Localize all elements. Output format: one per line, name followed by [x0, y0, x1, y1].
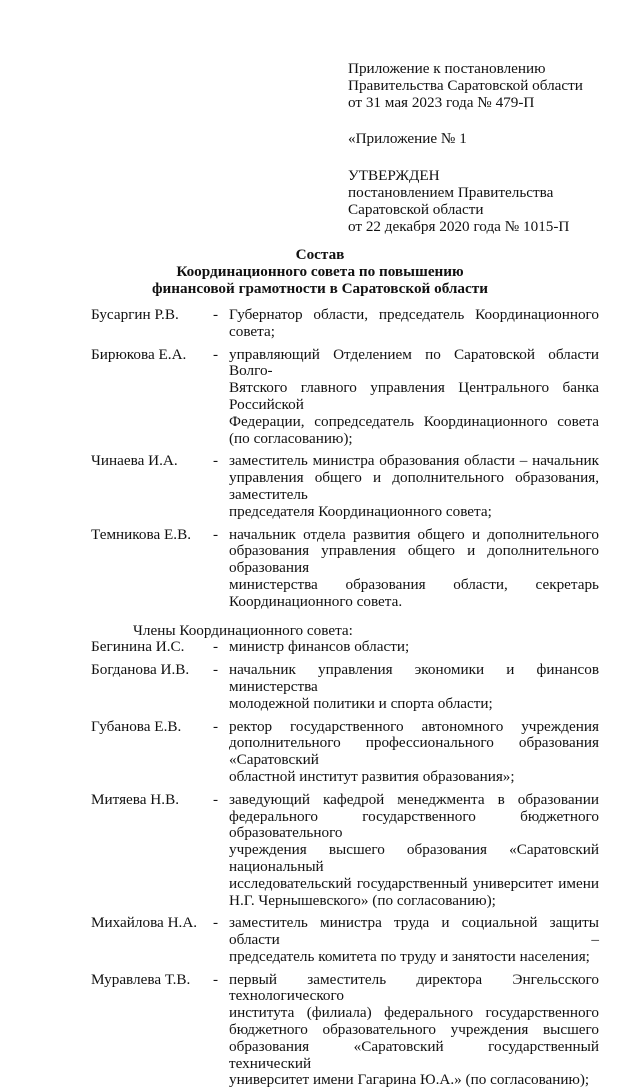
member-position	[229, 972, 599, 1089]
appendix-number: «Приложение № 1	[348, 130, 467, 148]
position-line: председатель комитета по труду и занятости населения;	[229, 947, 590, 965]
approved-line: от 22 декабря 2020 года № 1015-П	[348, 217, 570, 235]
appendix-line: от 31 мая 2023 года № 479-П	[348, 93, 535, 111]
position-line: (по согласованию);	[229, 429, 353, 447]
position-line: председателя Координационного совета;	[229, 502, 492, 520]
position-line: начальник управления экономики и финансов министерства	[229, 661, 599, 695]
member-position	[229, 347, 599, 448]
member-row	[91, 347, 599, 448]
member-name: Чинаева И.А.	[91, 452, 178, 470]
position-line: института (филиала) федерального государственного	[229, 1004, 599, 1022]
member-position	[229, 719, 599, 786]
members-heading: Члены Координационного совета:	[133, 621, 353, 639]
appendix-header	[348, 61, 628, 255]
member-position	[229, 307, 599, 341]
member-row	[91, 915, 599, 965]
position-line: управления общего и дополнительного образования, заместитель	[229, 469, 599, 503]
member-dash: -	[213, 790, 219, 808]
member-dash: -	[213, 345, 219, 363]
member-dash: -	[213, 717, 219, 735]
member-name: Муравлева Т.В.	[91, 970, 191, 988]
title-line: финансовой грамотности в Саратовской области	[152, 279, 488, 297]
member-dash: -	[213, 661, 219, 679]
position-line: Федерации, сопредседатель Координационного совета	[229, 412, 599, 430]
position-line: молодежной политики и спорта области;	[229, 694, 493, 712]
member-dash: -	[213, 638, 219, 656]
position-line: заведующий кафедрой менеджмента в образовании	[229, 790, 599, 808]
member-row	[91, 639, 599, 656]
position-line: образования управления общего и дополнительного образования	[229, 542, 599, 577]
appendix-number-block	[348, 131, 628, 148]
member-name: Богданова И.В.	[91, 661, 190, 679]
position-line: заместитель министра образования области – начальник	[229, 452, 599, 470]
row-spacer	[91, 611, 599, 617]
council-composition	[91, 307, 599, 1089]
member-position	[229, 792, 599, 910]
approved-line: постановлением Правительства	[348, 183, 554, 201]
member-name: Губанова Е.В.	[91, 717, 182, 735]
member-name: Бусаргин Р.В.	[91, 306, 179, 323]
member-row	[91, 972, 599, 1089]
member-row	[91, 453, 599, 520]
member-dash: -	[213, 970, 219, 988]
position-line: начальник отдела развития общего и дополнительного	[229, 525, 599, 543]
appendix-line: Правительства Саратовской области	[348, 76, 583, 94]
member-row	[91, 527, 599, 611]
position-line: дополнительного профессионального образования «Саратовский	[229, 734, 599, 769]
position-line: федерального государственного бюджетного образовательного	[229, 807, 599, 842]
member-row	[91, 719, 599, 786]
member-name: Михайлова Н.А.	[91, 914, 198, 932]
position-line: министерства образования области, секретарь	[229, 575, 599, 593]
position-line: университет имени Гагарина Ю.А.» (по согласованию);	[229, 1071, 590, 1089]
approval-stamp	[348, 168, 628, 235]
position-line: заместитель министра труда и социальной защиты области –	[229, 914, 599, 949]
position-line: бюджетного образовательного учреждения высшего	[229, 1021, 599, 1039]
position-line: управляющий Отделением по Саратовской области Волго-	[229, 345, 599, 380]
member-position	[229, 662, 599, 712]
member-position	[229, 915, 599, 965]
member-name: Бегинина И.С.	[91, 638, 185, 656]
position-line: министр финансов области;	[229, 638, 410, 656]
position-line: областной институт развития образования»;	[229, 767, 515, 785]
approved-line: УТВЕРЖДЕН	[348, 167, 440, 185]
position-line: Вятского главного управления Центрального банка Российской	[229, 379, 599, 413]
position-line: Координационного совета.	[229, 592, 403, 610]
approved-line: Саратовской области	[348, 200, 484, 218]
member-row	[91, 792, 599, 910]
appendix-reference	[348, 61, 628, 111]
member-dash: -	[213, 306, 219, 323]
member-position	[229, 639, 599, 656]
member-name: Темникова Е.В.	[91, 525, 192, 543]
position-line: Губернатор области, председатель Координационного совета;	[229, 306, 599, 340]
member-row	[91, 662, 599, 712]
title-line: Координационного совета по повышению	[176, 262, 464, 280]
position-line: ректор государственного автономного учреждения	[229, 717, 599, 735]
member-dash: -	[213, 452, 219, 470]
member-name: Митяева Н.В.	[91, 790, 179, 808]
title-line: Состав	[295, 246, 345, 263]
position-line: первый заместитель директора Энгельсского технологического	[229, 970, 599, 1005]
position-line: учреждения высшего образования «Саратовский национальный	[229, 841, 599, 875]
position-line: исследовательский государственный университет имени	[229, 874, 599, 892]
member-dash: -	[213, 525, 219, 543]
member-position	[229, 527, 599, 611]
member-dash: -	[213, 914, 219, 932]
position-line: образования «Саратовский государственный технический	[229, 1037, 599, 1072]
appendix-line: Приложение к постановлению	[348, 60, 546, 77]
member-row	[91, 307, 599, 341]
member-name: Бирюкова Е.А.	[91, 345, 187, 363]
position-line: Н.Г. Чернышевского» (по согласованию);	[229, 891, 496, 909]
document-title	[0, 247, 640, 297]
member-position	[229, 453, 599, 520]
